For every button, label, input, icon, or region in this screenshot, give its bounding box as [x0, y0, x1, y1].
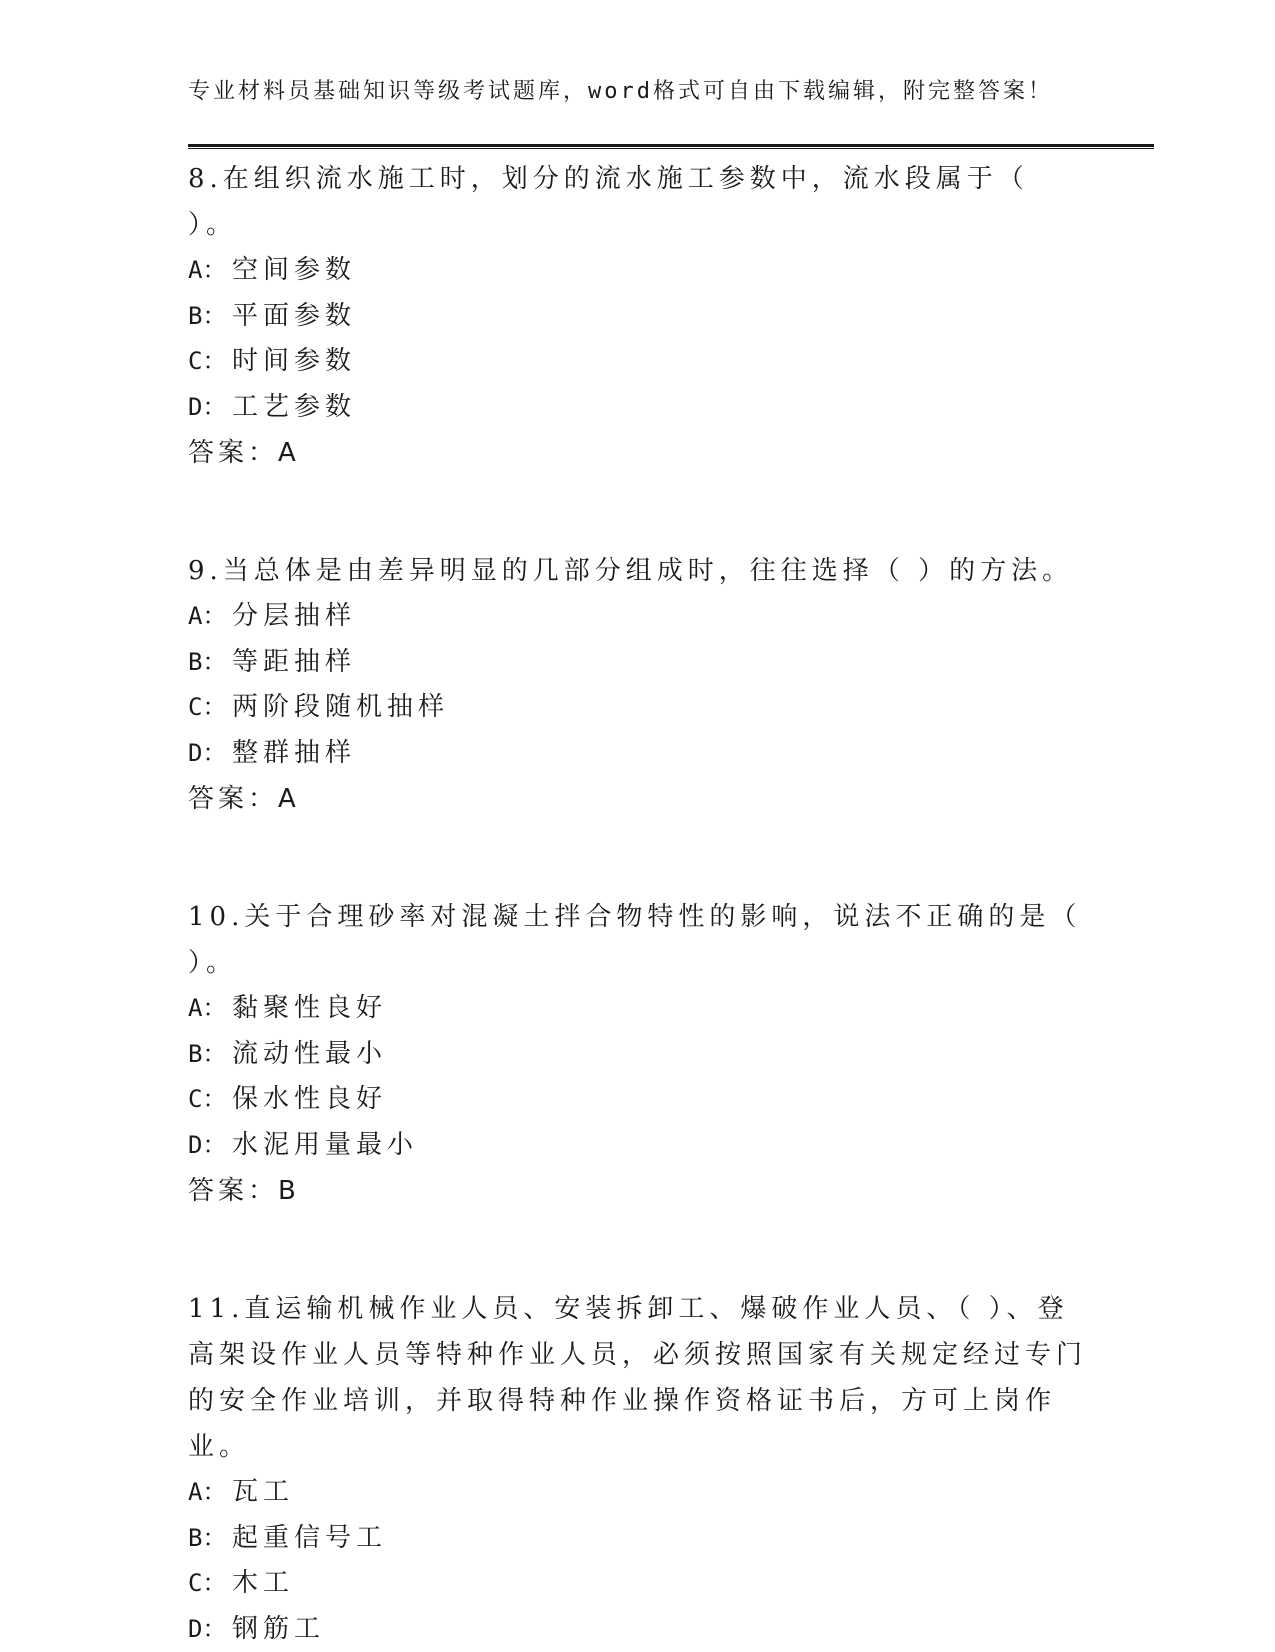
option-b: [188, 640, 1088, 686]
option-text: 黏聚性良好: [232, 993, 387, 1023]
option-key: A：: [188, 248, 232, 294]
option-text: 木工: [232, 1568, 294, 1598]
option-text: 空间参数: [232, 255, 356, 285]
question-9: [188, 548, 1088, 822]
option-text: 保水性良好: [232, 1084, 387, 1114]
question-8: [188, 156, 1088, 476]
option-text: 整群抽样: [232, 738, 356, 768]
option-key: C：: [188, 339, 232, 385]
option-text: 两阶段随机抽样: [232, 692, 449, 722]
option-text: 瓦工: [232, 1477, 294, 1507]
option-text: 工艺参数: [232, 392, 356, 422]
option-c: [188, 685, 1088, 731]
question-stem: 11.直运输机械作业人员、安装拆卸工、爆破作业人员、（ ）、登高架设作业人员等特种作业人员，必须按照国家有关规定经过专门的安全作业培训，并取得特种作业操作资格证书后，方可上岗作业。: [188, 1286, 1088, 1470]
option-text: 流动性最小: [232, 1039, 387, 1069]
option-d: [188, 1123, 1088, 1169]
option-key: C：: [188, 685, 232, 731]
option-key: D：: [188, 1607, 232, 1652]
header-divider: [188, 144, 1154, 149]
option-b: [188, 1516, 1088, 1562]
option-key: A：: [188, 986, 232, 1032]
option-a: [188, 1470, 1088, 1516]
option-key: B：: [188, 1032, 232, 1078]
answer-line: 答案：A: [188, 776, 1088, 822]
option-key: A：: [188, 1470, 232, 1516]
option-key: B：: [188, 294, 232, 340]
option-c: [188, 1077, 1088, 1123]
option-key: D：: [188, 731, 232, 777]
option-d: [188, 1607, 1088, 1652]
option-text: 时间参数: [232, 346, 356, 376]
option-text: 起重信号工: [232, 1523, 387, 1553]
question-stem: 8.在组织流水施工时，划分的流水施工参数中，流水段属于（ ）。: [188, 156, 1088, 248]
option-text: 水泥用量最小: [232, 1130, 418, 1160]
option-a: [188, 248, 1088, 294]
option-key: C：: [188, 1561, 232, 1607]
option-c: [188, 339, 1088, 385]
option-text: 平面参数: [232, 301, 356, 331]
option-b: [188, 294, 1088, 340]
question-stem: 9.当总体是由差异明显的几部分组成时，往往选择（ ）的方法。: [188, 548, 1088, 594]
option-d: [188, 385, 1088, 431]
page-header: 专业材料员基础知识等级考试题库，word格式可自由下载编辑，附完整答案！: [188, 74, 1053, 105]
option-text: 分层抽样: [232, 601, 356, 631]
option-key: A：: [188, 594, 232, 640]
option-key: B：: [188, 1516, 232, 1562]
question-11: [188, 1286, 1088, 1652]
option-text: 等距抽样: [232, 647, 356, 677]
option-d: [188, 731, 1088, 777]
option-b: [188, 1032, 1088, 1078]
question-list: [188, 156, 1088, 1652]
option-text: 钢筋工: [232, 1614, 325, 1644]
question-10: [188, 894, 1088, 1214]
option-c: [188, 1561, 1088, 1607]
option-key: D：: [188, 1123, 232, 1169]
option-a: [188, 594, 1088, 640]
answer-line: 答案：B: [188, 1168, 1088, 1214]
question-stem: 10.关于合理砂率对混凝土拌合物特性的影响，说法不正确的是（ ）。: [188, 894, 1088, 986]
option-key: C：: [188, 1077, 232, 1123]
answer-line: 答案：A: [188, 430, 1088, 476]
option-key: D：: [188, 385, 232, 431]
option-a: [188, 986, 1088, 1032]
option-key: B：: [188, 640, 232, 686]
